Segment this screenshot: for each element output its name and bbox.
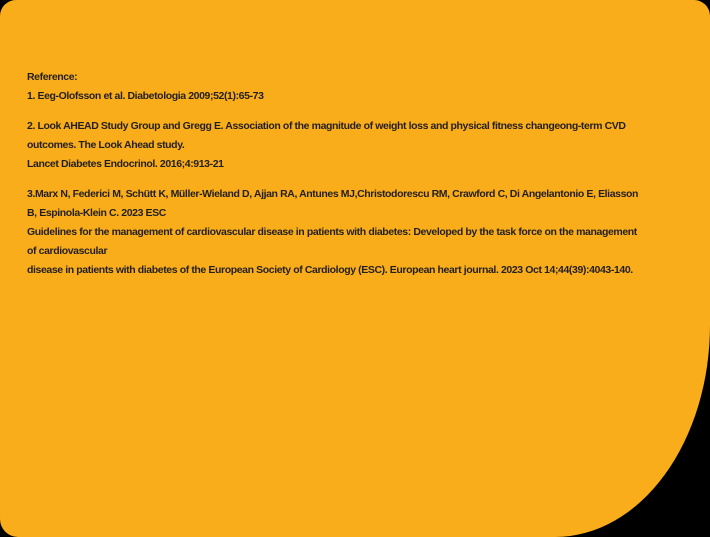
reference-item-2 [27, 117, 703, 174]
reference-line: Guidelines for the management of cardiovascular disease in patients with diabetes: Developed by the task force on the management [27, 226, 637, 238]
reference-line: outcomes. The Look Ahead study. [27, 139, 185, 151]
reference-line: 1. Eeg-Olofsson et al. Diabetologia 2009;52(1):65-73 [27, 90, 264, 102]
reference-heading: Reference: [27, 71, 78, 83]
reference-line: disease in patients with diabetes of the European Society of Cardiology (ESC). European heart journal. 2023 Oct 14;44(39):4043-140. [27, 264, 633, 276]
references-block [27, 68, 703, 280]
reference-line: 3.Marx N, Federici M, Schütt K, Müller-Wieland D, Ajjan RA, Antunes MJ,Christodorescu RM, Crawford C, Di Angelantonio E, Eliasson [27, 188, 639, 200]
reference-line: B, Espinola-Klein C. 2023 ESC [27, 207, 166, 219]
reference-line: of cardiovascular [27, 245, 108, 257]
reference-item-1 [27, 87, 703, 106]
reference-line: Lancet Diabetes Endocrinol. 2016;4:913-21 [27, 158, 224, 170]
reference-line: 2. Look AHEAD Study Group and Gregg E. Association of the magnitude of weight loss and physical fitness changeong-term CVD [27, 120, 626, 132]
reference-item-3 [27, 185, 703, 280]
